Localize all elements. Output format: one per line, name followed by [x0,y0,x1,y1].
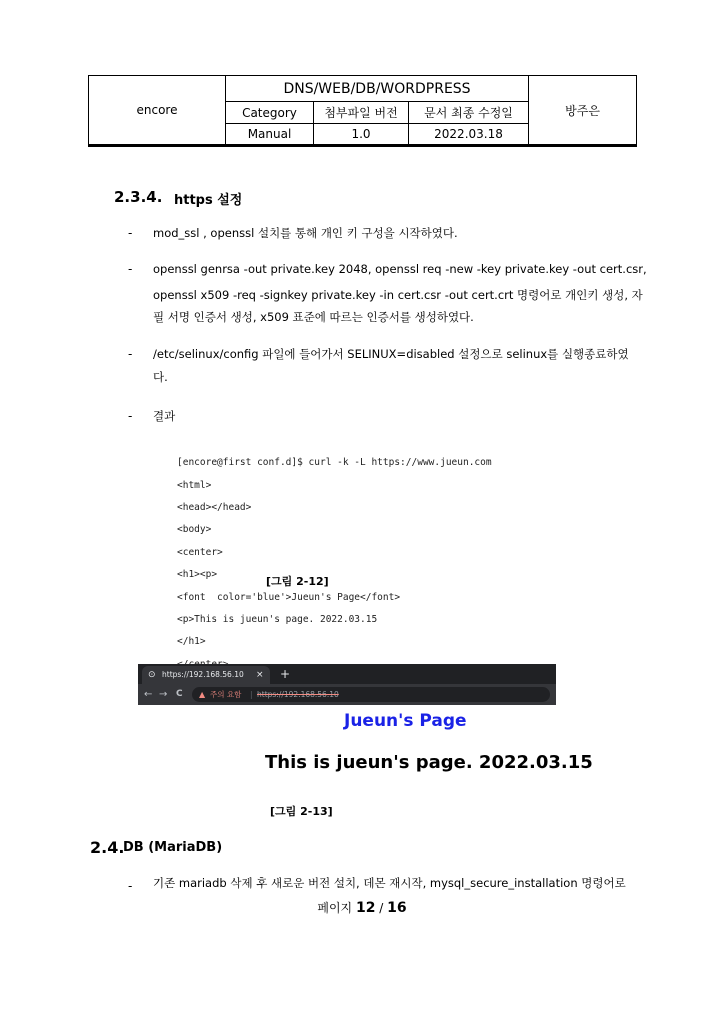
bullet-text: 다. [153,370,168,384]
document-header-table [88,75,636,147]
terminal-line: <center> [177,546,223,558]
figure-caption-2-13: [그림 2-13] [270,805,333,818]
footer-page-total: 16 [387,900,407,916]
address-bar[interactable] [192,687,550,702]
tab-close-icon[interactable]: × [256,670,264,680]
bullet-dash: - [128,262,133,276]
author-name: 방주은 [529,76,637,146]
browser-screenshot [138,664,556,705]
terminal-line: <p>This is jueun's page. 2022.03.15 [177,614,378,626]
section-number-2-4: 2.4. [90,838,125,857]
back-arrow-icon[interactable]: ← [144,689,153,700]
category-value: Manual [226,124,314,146]
version-value: 1.0 [314,124,409,146]
bullet-dash: - [128,879,133,893]
section-title-db: DB (MariaDB) [123,840,223,855]
tab-title: https://192.168.56.10 [162,670,244,679]
bullet-text: 결과 [153,409,176,423]
terminal-line: </h1> [177,636,206,648]
modified-date-value: 2022.03.18 [409,124,529,146]
globe-icon: ⊙ [148,670,156,680]
browser-tab[interactable] [142,666,270,684]
bullet-text: mod_ssl , openssl 설치를 통해 개인 키 구성을 시작하였다. [153,226,458,240]
category-label: Category [226,102,314,124]
modified-date-label: 문서 최종 수정일 [409,102,529,124]
forward-arrow-icon[interactable]: → [159,689,168,700]
bullet-dash: - [128,347,133,361]
terminal-line: <h1><p> [177,569,218,581]
terminal-line: <html> [177,479,212,491]
bullet-dash: - [128,409,133,423]
footer-prefix: 페이지 [317,901,353,915]
footer-page-number: 12 [355,900,376,916]
rendered-page-title: Jueun's Page [344,711,467,731]
terminal-line: <head></head> [177,502,252,514]
address-divider: | [250,690,253,699]
page-footer [0,899,724,916]
reload-icon[interactable]: C [176,689,183,699]
bullet-dash: - [128,226,133,240]
browser-tab-bar [138,664,556,684]
footer-separator: / [379,901,384,915]
url-text: https://192.168.56.10 [257,690,339,699]
bullet-text: /etc/selinux/config 파일에 들어가서 SELINUX=disabled 설정으로 selinux를 실행종료하였 [153,347,629,361]
browser-toolbar [138,684,556,705]
warning-icon: ▲ [199,690,206,699]
not-secure-label: 주의 요함 [210,690,242,699]
bullet-text: 필 서명 인증서 생성, x509 표준에 따르는 인증서를 생성하였다. [153,310,474,324]
doc-title: DNS/WEB/DB/WORDPRESS [226,76,529,102]
section-number-2-3-4: 2.3.4. [114,188,163,206]
rendered-page-paragraph: This is jueun's page. 2022.03.15 [265,752,593,773]
bullet-text: 기존 mariadb 삭제 후 새로운 버전 설치, 데몬 재시작, mysql_secure_installation 명령어로 [153,876,626,890]
bullet-text: openssl genrsa -out private.key 2048, openssl req -new -key private.key -out cert.csr, [153,262,647,276]
section-title-https: https 설정 [174,193,243,208]
figure-caption-2-12: [그림 2-12] [266,575,329,588]
version-label: 첨부파일 버전 [314,102,409,124]
org-name: encore [89,76,226,146]
new-tab-button[interactable]: + [280,667,291,681]
terminal-line: <font color='blue'>Jueun's Page</font> [177,591,401,603]
terminal-line: [encore@first conf.d]$ curl -k -L https://www.jueun.com [177,457,492,469]
terminal-line: <body> [177,524,212,536]
bullet-text: openssl x509 -req -signkey private.key -in cert.csr -out cert.crt 명령어로 개인키 생성, 자 [153,288,643,302]
